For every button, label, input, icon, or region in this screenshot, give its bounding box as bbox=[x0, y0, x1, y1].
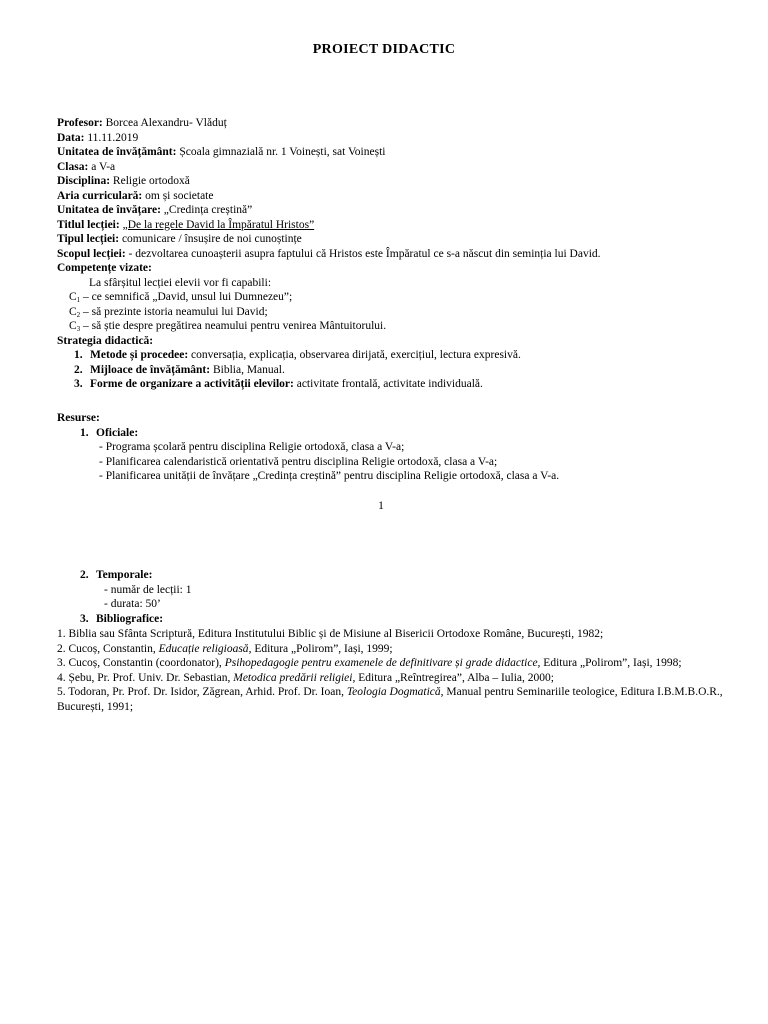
clasa-value: a V-a bbox=[88, 160, 116, 173]
data-label: Data: bbox=[57, 131, 85, 144]
strategia-item-1: 1. Metode și procedee: conversația, explicația, observarea dirijată, exercițiul, lectura expresivă. bbox=[74, 349, 521, 361]
document-title: PROIECT DIDACTIC bbox=[312, 42, 456, 57]
competenta-3: $C_3$ – să știe despre pregătirea neamului pentru venirea Mântuitorului. bbox=[69, 320, 387, 333]
unitatea-label: Unitatea de învățământ: bbox=[57, 146, 177, 158]
unitatea-value: Școala gimnazială nr. 1 Voinești, sat Voinești bbox=[176, 146, 386, 158]
unitatea-invatare-line bbox=[57, 203, 747, 218]
titlul-line bbox=[57, 218, 747, 233]
competente-intro: La sfârșitul lecției elevii vor fi capabili: bbox=[89, 276, 272, 289]
profesor-line bbox=[57, 116, 747, 131]
temporale-item-2: - durata: 50’ bbox=[104, 598, 161, 610]
profesor-value: Borcea Alexandru- Vlăduț bbox=[102, 117, 227, 129]
oficiale-item-2: - Planificarea calendaristică orientativă pentru disciplina Religie ortodoxă, clasa a V-a; bbox=[99, 455, 498, 468]
scopul-label: Scopul lecției: bbox=[57, 247, 126, 260]
titlul-label: Titlul lecției: bbox=[57, 218, 120, 231]
competenta-2: $C_2$ – să prezinte istoria neamului lui David; bbox=[69, 305, 268, 319]
page-number: 1 bbox=[378, 500, 384, 512]
resurse-label: Resurse: bbox=[57, 412, 100, 424]
profesor-label: Profesor: bbox=[57, 117, 103, 129]
strategia-item-3: 3. Forme de organizare a activității elevilor: activitate frontală, activitate individuală. bbox=[74, 378, 483, 390]
strategia-label: Strategia didactică: bbox=[57, 334, 154, 347]
unitatea-line bbox=[57, 145, 747, 160]
data-value: 11.11.2019 bbox=[84, 131, 139, 144]
temporale-item-1: - număr de lecții: 1 bbox=[104, 583, 192, 596]
clasa-line bbox=[57, 160, 747, 175]
temporale-section bbox=[57, 568, 747, 626]
strategia-item-2: 2. Mijloace de învățământ: Biblia, Manual. bbox=[74, 363, 285, 376]
bib-entry-5: 5. Todoran, Pr. Prof. Dr. Isidor, Zăgrean, Arhid. Prof. Dr. Ioan, Teologia Dogmatică, Manual pentru Seminariile teologice, Editura I.B.M.B.O.R., București, 1991; bbox=[57, 686, 723, 713]
resurse-section bbox=[57, 411, 747, 484]
scopul-line bbox=[57, 247, 747, 262]
aria-line bbox=[57, 189, 747, 204]
disciplina-label: Disciplina: bbox=[57, 175, 111, 187]
aria-value: om și societate bbox=[142, 189, 214, 202]
aria-label: Aria curriculară: bbox=[57, 189, 143, 202]
bib-entry-4: 4. Șebu, Pr. Prof. Univ. Dr. Sebastian, Metodica predării religiei, Editura „Reîntregirea”, Alba – Iulia, 2000; bbox=[57, 671, 554, 684]
competenta-1: $C_1$ – ce semnifică „David, unsul lui Dumnezeu”; bbox=[69, 291, 293, 304]
header-section bbox=[57, 116, 747, 392]
clasa-label: Clasa: bbox=[57, 160, 89, 173]
bib-entry-2: 2. Cucoș, Constantin, Educație religioasă, Editura „Polirom”, Iași, 1999; bbox=[57, 642, 393, 655]
disciplina-value: Religie ortodoxă bbox=[110, 175, 190, 187]
data-line bbox=[57, 131, 747, 146]
oficiale-heading: 1. Oficiale: bbox=[80, 426, 139, 439]
unitatea-invatare-value: „Credința creștină” bbox=[160, 204, 253, 216]
tipul-label: Tipul lecției: bbox=[57, 233, 120, 245]
scopul-value: - dezvoltarea cunoașterii asupra faptului că Hristos este Împăratul ce s-a născut din seminția lui David. bbox=[125, 247, 601, 260]
unitatea-invatare-label: Unitatea de învățare: bbox=[57, 204, 161, 216]
bibliografice-heading: 3. Bibliografice: bbox=[80, 612, 164, 625]
competente-label: Competențe vizate: bbox=[57, 262, 152, 274]
disciplina-line bbox=[57, 174, 747, 189]
bib-entry-1: 1. Biblia sau Sfânta Scriptură, Editura Institutului Biblic și de Misiune al Bisericii Ortodoxe Române, București, 1982; bbox=[57, 628, 604, 640]
bibliografie-list bbox=[57, 627, 737, 714]
oficiale-item-3: - Planificarea unității de învățare „Credința creștină” pentru disciplina Religie ortodoxă, clasa a V-a. bbox=[99, 470, 560, 482]
temporale-heading: 2. Temporale: bbox=[80, 569, 153, 581]
bib-entry-3: 3. Cucoș, Constantin (coordonator), Psihopedagogie pentru examenele de definitivare și grade didactice, Editura „Polirom”, Iași, 1998; bbox=[57, 657, 682, 669]
tipul-value: comunicare / însușire de noi cunoștințe bbox=[119, 233, 302, 245]
titlul-value: „De la regele David la Împăratul Hristos” bbox=[122, 218, 315, 231]
tipul-line bbox=[57, 232, 747, 247]
oficiale-item-1: - Programa școlară pentru disciplina Religie ortodoxă, clasa a V-a; bbox=[99, 441, 405, 453]
